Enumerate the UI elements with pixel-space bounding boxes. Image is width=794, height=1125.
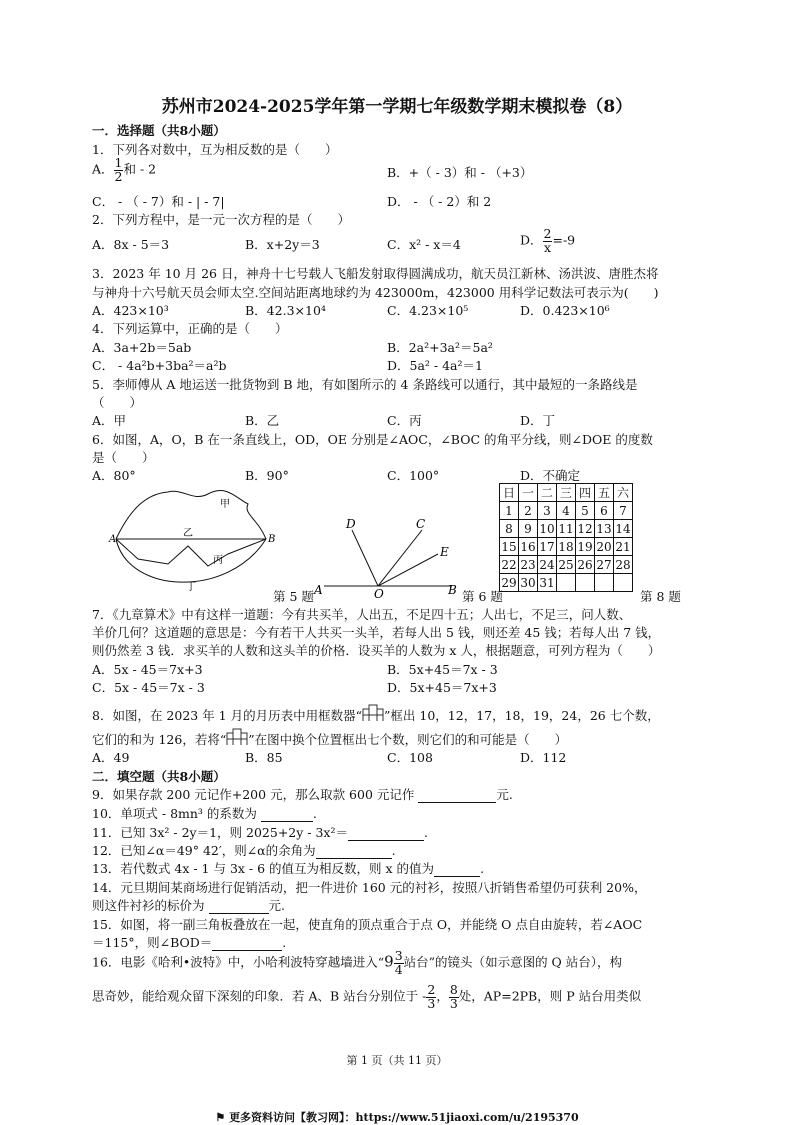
point-c-label: C — [416, 517, 426, 531]
point-d-label: D — [346, 517, 356, 531]
calendar-row — [500, 574, 633, 592]
point-b-label: B — [268, 534, 276, 545]
q8-option-c: C．108 — [387, 750, 433, 765]
q2-stem: 2．下列方程中，是一元一次方程的是（ ） — [92, 212, 350, 227]
q16-separator: ， — [436, 988, 449, 1004]
q2-option-b: B．x+2y＝3 — [245, 237, 320, 252]
q6-option-a: A．80° — [92, 468, 136, 483]
calendar-cell: 26 — [577, 557, 593, 572]
calendar-row — [500, 556, 633, 574]
q16-line2 — [92, 984, 641, 1010]
q6-stem-line2: 是（ ） — [92, 450, 155, 465]
point-a-label: A — [314, 583, 323, 597]
q4-option-a: A．3a+2b＝5ab — [92, 340, 192, 355]
section-choice-heading: 一．选择题（共8小题） — [92, 123, 226, 138]
q7-stem-line3: 则仍然差 3 钱．求买羊的人数和这头羊的价格．设买羊的人数为 x 人，根据题意，可列方程为（ ） — [92, 643, 661, 658]
calendar-cell: 27 — [596, 557, 612, 572]
calendar-row — [500, 520, 633, 538]
q14-answer-blank[interactable] — [209, 898, 269, 914]
q5-stem-line2: （ ） — [92, 395, 143, 410]
calendar-header-cell: 四 — [576, 484, 595, 502]
q8-line1-end: ”框出 10，12，17，18，19，24，26 七个数， — [384, 708, 660, 723]
calendar-header-cell: 日 — [500, 484, 519, 502]
q11-stem: 11．已知 3x² - 2y＝1，则 2025+2y - 3x²＝ — [92, 825, 348, 840]
calendar-cell — [576, 574, 595, 592]
calendar-cell: 11 — [558, 521, 574, 536]
q12-stem: 12．已知∠α＝49° 42′，则∠α的余角为 — [92, 843, 316, 858]
q12-end: . — [391, 843, 396, 858]
q1-a-den: 2 — [114, 168, 123, 184]
route-ding-label: 丁 — [186, 582, 196, 593]
page-footer: 第 1 页（共 11 页） — [346, 1054, 448, 1067]
q16-b-fraction — [449, 984, 459, 1010]
route-yi-label: 乙 — [183, 528, 193, 539]
calendar-cell: 15 — [501, 539, 517, 554]
calendar-cell: 6 — [595, 502, 614, 520]
calendar-cell: 17 — [539, 539, 555, 554]
calendar-cell: 9 — [519, 520, 538, 538]
calendar-header-cell: 三 — [557, 484, 576, 502]
q8-option-d: D．112 — [520, 750, 567, 765]
q16-a-den: 3 — [427, 995, 436, 1011]
q3-stem-line2: 与神舟十六号航天员会师太空.空间站距离地球约为 423000m，423000 用科学记数法可表示为( ) — [92, 285, 659, 300]
q6-option-d: D．不确定 — [520, 468, 581, 483]
q7-option-a: A．5x - 45＝7x+3 — [92, 662, 203, 677]
calendar-cell: 1 — [500, 502, 519, 520]
q1-option-c: C． - （ - 7）和 - | - 7| — [92, 194, 225, 209]
q15-stem-end: ＝115°，则∠BOD＝ — [92, 935, 213, 950]
q12-answer-blank[interactable] — [316, 843, 392, 859]
q9 — [92, 785, 513, 803]
calendar-cell: 5 — [576, 502, 595, 520]
q5-option-c: C．丙 — [387, 413, 422, 428]
q7-stem-line2: 羊价几何？这道题的意思是：今有若干人共买一头羊，若每人出 5 钱，则还差 45 钱；若每人出 7 钱， — [92, 625, 661, 640]
q16-a-fraction — [426, 984, 436, 1010]
q14-line1: 14．元旦期间某商场进行促销活动，把一件进价 160 元的衬衫，按照八折销售希望仍可获利 20%， — [92, 880, 647, 895]
q8-option-a: A．49 — [92, 750, 130, 765]
calendar-cell: 12 — [577, 521, 593, 536]
resource-link-text[interactable]: 更多资料访问【教习网】：https://www.51jiaoxi.com/u/2195370 — [229, 1111, 579, 1124]
q8-stem-line2 — [92, 728, 567, 748]
q3-stem-line1: 3．2023 年 10 月 26 日，神舟十七号载人飞船发射取得圆满成功，航天员江新林、汤洪波、唐胜杰将 — [92, 266, 659, 281]
point-e-label: E — [440, 545, 449, 559]
calendar-cell — [614, 574, 633, 592]
calendar-cell: 10 — [539, 521, 555, 536]
q2-option-d — [520, 228, 575, 254]
q13-stem: 13．若代数式 4x - 1 与 3x - 6 的值互为相反数，则 x 的值为 — [92, 861, 435, 876]
q10-end: . — [312, 806, 317, 821]
q6-stem-line1: 6．如图，A，O，B 在一条直线上，OD，OE 分别是∠AOC，∠BOC 的角平分线，则∠DOE 的度数 — [92, 432, 653, 447]
q4-option-b: B．2a²+3a²＝5a² — [387, 340, 493, 355]
q2-d-suffix: =-9 — [552, 232, 576, 248]
q16-platform-num: 3 — [394, 948, 403, 963]
q2-d-den: x — [543, 239, 552, 255]
q1-option-b: B．+（ - 3）和 - （+3） — [387, 165, 533, 180]
q6-option-c: C．100° — [387, 468, 440, 483]
calendar-cell: 3 — [538, 502, 557, 520]
q10 — [92, 804, 317, 822]
q2-option-c: C．x² - x＝4 — [387, 237, 461, 252]
q10-answer-blank[interactable] — [261, 806, 313, 822]
route-jia-label: 甲 — [220, 499, 230, 510]
q16-line1 — [92, 950, 622, 976]
q16-line1-end: 站台”的镜头（如示意图的 Q 站台），构 — [403, 954, 623, 970]
q15-line2 — [92, 933, 286, 951]
calendar-cell: 19 — [577, 539, 593, 554]
frame-counter-icon — [226, 728, 248, 746]
q5-stem-line1: 5．李师傅从 A 地运送一批货物到 B 地，有如图所示的 4 条路线可以通行，其中最短的一条路线是 — [92, 377, 638, 392]
q4-option-c: C． - 4a²b+3ba²＝a²b — [92, 358, 227, 373]
q16-a-num: 2 — [427, 982, 436, 997]
q6-option-b: B．90° — [245, 468, 289, 483]
figure-8-calendar — [499, 483, 633, 592]
q3-option-c: C．4.23×10⁵ — [387, 303, 469, 318]
q9-answer-blank[interactable] — [418, 787, 496, 803]
calendar-cell: 28 — [615, 557, 631, 572]
calendar-cell: 2 — [519, 502, 538, 520]
q3-option-b: B．42.3×10⁴ — [245, 303, 326, 318]
q16-platform-den: 4 — [394, 961, 403, 977]
q16-line2-start: 思奇妙，能给观众留下深刻的印象．若 A、B 站台分别位于 - — [92, 988, 427, 1004]
calendar-cell: 30 — [520, 575, 536, 590]
q13 — [92, 859, 484, 877]
flag-icon: ⚑ — [215, 1111, 230, 1124]
point-o-label: O — [374, 587, 384, 598]
calendar-cell: 13 — [596, 521, 612, 536]
q8-line2-end: ”在图中换个位置框出七个数，则它们的和可能是（ ） — [248, 732, 568, 747]
q8-option-b: B．85 — [245, 750, 283, 765]
figure-6-caption: 第 6 题 — [462, 589, 503, 604]
q3-option-d: D．0.423×10⁶ — [520, 303, 610, 318]
q11-answer-blank[interactable] — [348, 825, 424, 841]
q8-line1-start: 8．如图，在 2023 年 1 月的月历表中用框数器“ — [92, 708, 363, 723]
calendar-cell: 24 — [539, 557, 555, 572]
q2-d-num: 2 — [543, 226, 552, 241]
q8-stem-line1 — [92, 704, 660, 724]
figure-8-caption: 第 8 题 — [640, 589, 681, 604]
point-a-label: A — [109, 534, 117, 545]
calendar-cell: 8 — [500, 520, 519, 538]
frame-counter-icon — [362, 704, 384, 722]
calendar-cell: 31 — [539, 575, 555, 590]
q1-stem: 1．下列各对数中，互为相反数的是（ ） — [92, 142, 338, 157]
q16-platform-whole: 9 — [384, 952, 394, 971]
q14-end: 元. — [268, 898, 285, 913]
calendar-cell: 23 — [520, 557, 536, 572]
q14-line2 — [92, 896, 285, 914]
calendar-row — [500, 502, 633, 520]
q11-end: . — [424, 825, 428, 840]
q16-b-den: 3 — [449, 995, 458, 1011]
figure-5-caption: 第 5 题 — [273, 589, 314, 604]
q15-end: . — [282, 935, 287, 950]
calendar-cell — [595, 574, 614, 592]
q8-line2-start: 它们的和为 126，若将“ — [92, 732, 227, 747]
calendar-cell: 7 — [614, 502, 633, 520]
q4-stem: 4．下列运算中，正确的是（ ） — [92, 321, 288, 336]
route-bing-label: 丙 — [213, 555, 223, 566]
q16-line2-end: 处，AP=2PB，则 P 站台用类似 — [458, 988, 642, 1004]
calendar-cell: 20 — [596, 539, 612, 554]
calendar-cell: 14 — [615, 521, 631, 536]
q13-answer-blank[interactable] — [434, 861, 480, 877]
q2-d-fraction — [543, 228, 553, 254]
q1-a-prefix: A． — [92, 161, 114, 177]
calendar-cell: 29 — [501, 575, 517, 590]
calendar-cell — [557, 574, 576, 592]
calendar-header-row — [500, 484, 633, 502]
q9-stem: 9．如果存款 200 元记作+200 元，那么取款 600 元记作 — [92, 787, 415, 802]
q9-end: 元. — [496, 787, 513, 802]
calendar-header-cell: 五 — [595, 484, 614, 502]
section-fill-heading: 二．填空题（共8小题） — [92, 769, 226, 784]
q15-line1: 15．如图，将一副三角板叠放在一起，使直角的顶点重合于点 O，并能绕 O 点自由旋转，若∠AOC — [92, 917, 643, 932]
q7-option-b: B．5x+45＝7x - 3 — [387, 662, 498, 677]
page-title: 苏州市2024-2025学年第一学期七年级数学期末模拟卷（8） — [161, 97, 633, 117]
q16-platform-fraction — [394, 950, 404, 976]
q5-option-d: D．丁 — [520, 413, 556, 428]
q15-answer-blank[interactable] — [212, 935, 282, 951]
q16-line1-start: 16．电影《哈利•波特》中，小哈利波特穿越墙进入“ — [92, 954, 385, 970]
q1-option-d: D． - （ - 2）和 2 — [387, 194, 492, 209]
q2-d-prefix: D． — [520, 232, 543, 248]
calendar-cell: 18 — [558, 539, 574, 554]
q7-option-c: C．5x - 45＝7x - 3 — [92, 680, 205, 695]
q11 — [92, 823, 428, 841]
q1-a-fraction — [114, 157, 124, 183]
point-b-label: B — [448, 583, 457, 597]
calendar-cell: 4 — [557, 502, 576, 520]
calendar-header-cell: 二 — [538, 484, 557, 502]
q14-stem-end: 则这件衬衫的标价为 — [92, 898, 205, 913]
calendar-cell: 25 — [558, 557, 574, 572]
q1-a-suffix: 和 - 2 — [123, 161, 157, 177]
q5-option-a: A．甲 — [92, 413, 127, 428]
figure-5-routes — [108, 484, 283, 604]
calendar-header-cell: 六 — [614, 484, 633, 502]
calendar-cell: 22 — [501, 557, 517, 572]
q13-end: . — [480, 861, 485, 876]
calendar-row — [500, 538, 633, 556]
q1-option-a — [92, 157, 156, 183]
q12 — [92, 841, 396, 859]
q4-option-d: D．5a² - 4a²＝1 — [387, 358, 483, 373]
q7-stem-line1: 7．《九章算术》中有这样一道题：今有共买羊，人出五，不足四十五；人出七，不足三，问人数、 — [92, 607, 632, 622]
q7-option-d: D．5x+45＝7x+3 — [387, 680, 497, 695]
q1-a-num: 1 — [114, 155, 123, 170]
figure-6-angles — [312, 516, 462, 598]
resource-link[interactable] — [0, 1109, 794, 1125]
q3-option-a: A．423×10³ — [92, 303, 169, 318]
q2-option-a: A．8x - 5＝3 — [92, 237, 170, 252]
calendar-cell: 16 — [520, 539, 536, 554]
q16-b-num: 8 — [449, 982, 458, 997]
q10-stem: 10．单项式 - 8mn³ 的系数为 — [92, 806, 257, 821]
calendar-cell: 21 — [615, 539, 631, 554]
calendar-header-cell: 一 — [519, 484, 538, 502]
q5-option-b: B．乙 — [245, 413, 280, 428]
